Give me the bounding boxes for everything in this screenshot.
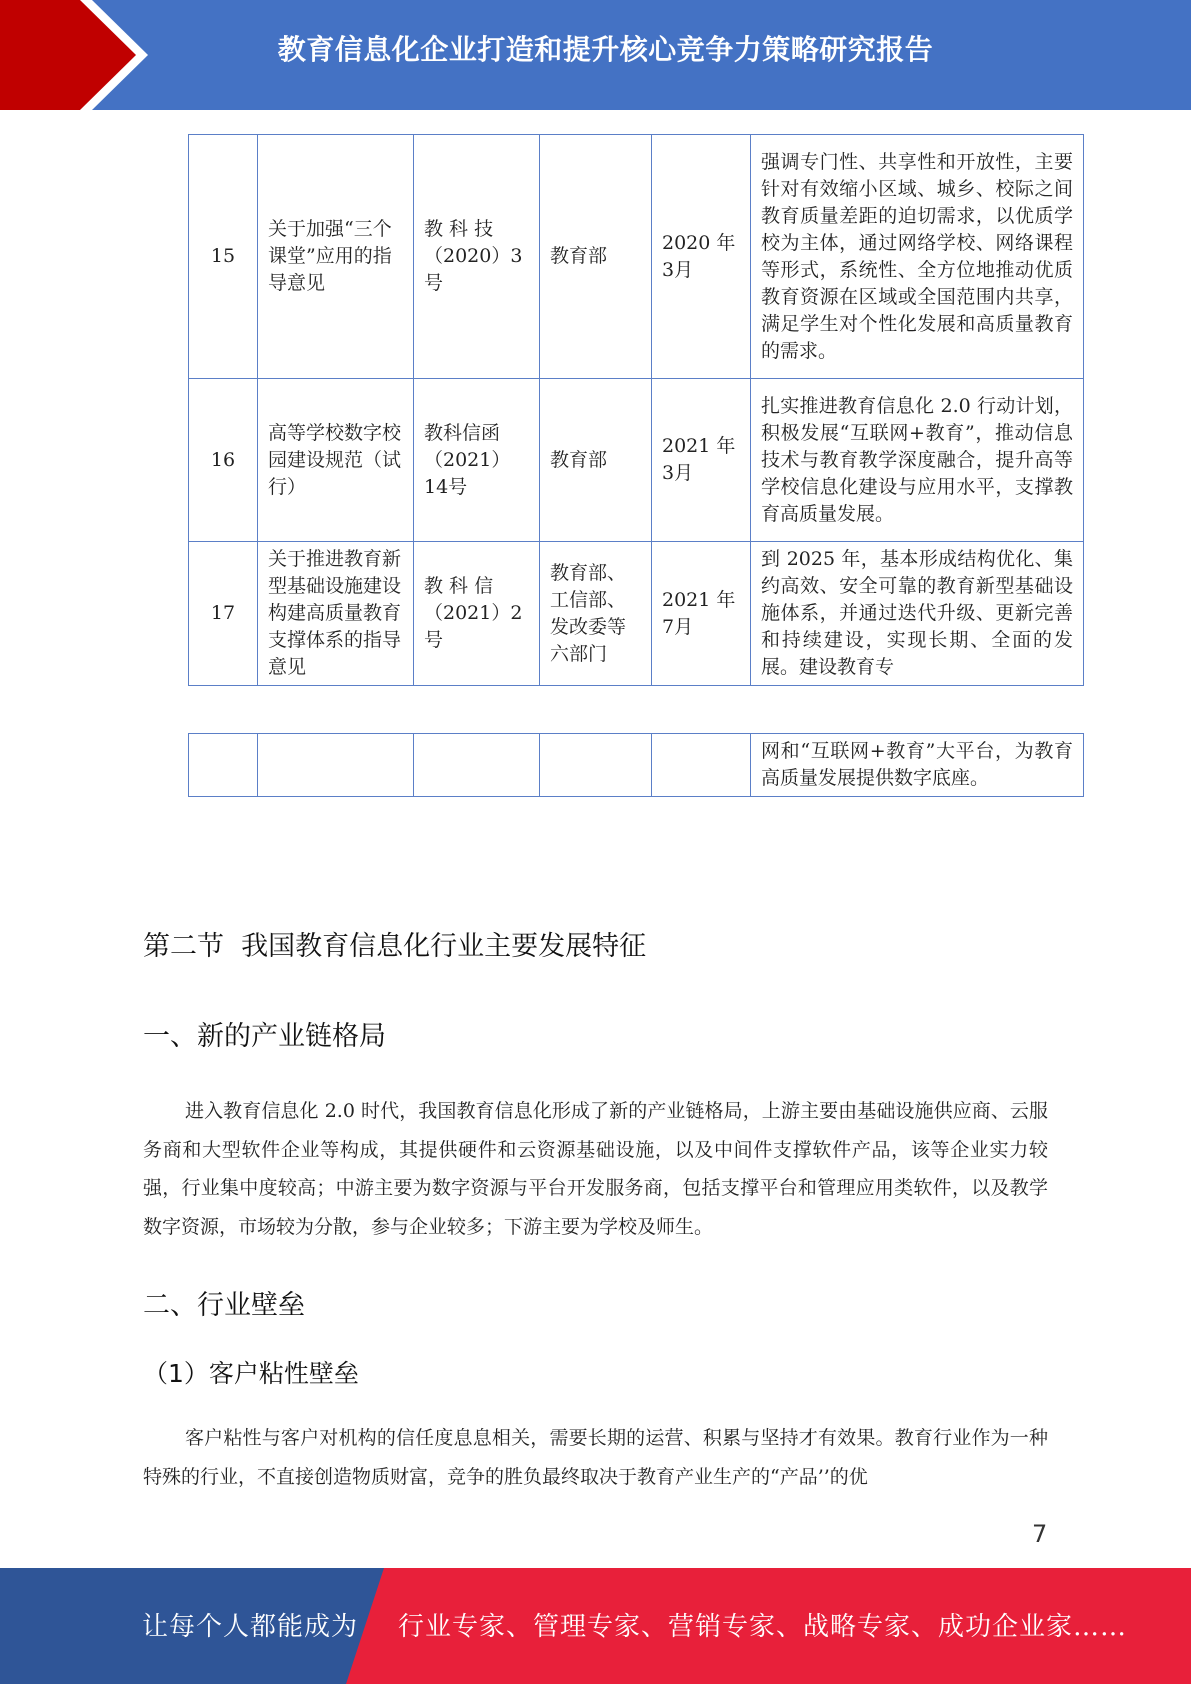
page-footer bbox=[0, 1568, 1191, 1684]
issuing-authority: 教育部、工信部、发改委等六部门 bbox=[540, 542, 652, 686]
empty-cell bbox=[414, 734, 540, 797]
policy-name: 关于加强“三个课堂”应用的指导意见 bbox=[258, 135, 414, 379]
table-row bbox=[189, 542, 1084, 686]
policy-table bbox=[188, 134, 1084, 686]
policy-content-continued: 网和“互联网+教育”大平台，为教育高质量发展提供数字底座。 bbox=[751, 734, 1084, 797]
row-number: 16 bbox=[189, 379, 258, 542]
row-number: 15 bbox=[189, 135, 258, 379]
issuing-authority: 教育部 bbox=[540, 135, 652, 379]
paragraph-customer-stickiness: 客户粘性与客户对机构的信任度息息相关，需要长期的运营、积累与坚持才有效果。教育行业作为一种特殊的行业，不直接创造物质财富，竞争的胜负最终取决于教育产业生产的“产品’’的优 bbox=[143, 1427, 1048, 1488]
policy-table-continuation bbox=[188, 733, 1084, 797]
footer-slogan-right: 行业专家、管理专家、营销专家、战略专家、成功企业家…… bbox=[398, 1612, 1128, 1642]
policy-name: 关于推进教育新型基础设施建设构建高质量教育支撑体系的指导意见 bbox=[258, 542, 414, 686]
issue-date: 2021 年7月 bbox=[652, 542, 751, 686]
heading-industry-chain: 一、新的产业链格局 bbox=[143, 1021, 386, 1052]
document-number: 教科信函（2021）14号 bbox=[414, 379, 540, 542]
document-number: 教 科 信（2021）2号 bbox=[414, 542, 540, 686]
footer-slogan-left: 让每个人都能成为 bbox=[142, 1612, 359, 1642]
report-title: 教育信息化企业打造和提升核心竞争力策略研究报告 bbox=[277, 33, 934, 66]
page-header bbox=[0, 0, 1191, 110]
document-number: 教 科 技（2020）3号 bbox=[414, 135, 540, 379]
heading-industry-barriers: 二、行业壁垒 bbox=[143, 1290, 305, 1321]
empty-cell bbox=[189, 734, 258, 797]
issue-date: 2020 年3月 bbox=[652, 135, 751, 379]
page-number: 7 bbox=[1032, 1520, 1048, 1548]
empty-cell bbox=[258, 734, 414, 797]
paragraph-industry-chain: 进入教育信息化 2.0 时代，我国教育信息化形成了新的产业链格局，上游主要由基础设施供应商、云服务商和大型软件企业等构成，其提供硬件和云资源基础设施，以及中间件支撑软件产品，该等企业实力较强，行业集中度较高；中游主要为数字资源与平台开发服务商，包括支撑平台和管理应用类软件，以及教学数字资源，市场较为分散，参与企业较多；下游主要为学校及师生。 bbox=[143, 1100, 1048, 1238]
issuing-authority: 教育部 bbox=[540, 379, 652, 542]
empty-cell bbox=[652, 734, 751, 797]
policy-content: 到 2025 年，基本形成结构优化、集约高效、安全可靠的教育新型基础设施体系，并通过迭代升级、更新完善和持续建设，实现长期、全面的发展。建设教育专 bbox=[751, 542, 1084, 686]
row-number: 17 bbox=[189, 542, 258, 686]
policy-name: 高等学校数字校园建设规范（试行） bbox=[258, 379, 414, 542]
table-row bbox=[189, 379, 1084, 542]
empty-cell bbox=[540, 734, 652, 797]
policy-content: 强调专门性、共享性和开放性，主要针对有效缩小区域、城乡、校际之间教育质量差距的迫切需求，以优质学校为主体，通过网络学校、网络课程等形式，系统性、全方位地推动优质教育资源在区域或全国范围内共享，满足学生对个性化发展和高质量教育的需求。 bbox=[751, 135, 1084, 379]
policy-content: 扎实推进教育信息化 2.0 行动计划，积极发展“互联网+教育”，推动信息技术与教育教学深度融合，提升高等学校信息化建设与应用水平，支撑教育高质量发展。 bbox=[751, 379, 1084, 542]
issue-date: 2021 年3月 bbox=[652, 379, 751, 542]
section-title: 第二节 我国教育信息化行业主要发展特征 bbox=[143, 931, 647, 962]
table-row bbox=[189, 135, 1084, 379]
table-row bbox=[189, 734, 1084, 797]
heading-customer-stickiness: （1）客户粘性壁垒 bbox=[143, 1359, 359, 1388]
